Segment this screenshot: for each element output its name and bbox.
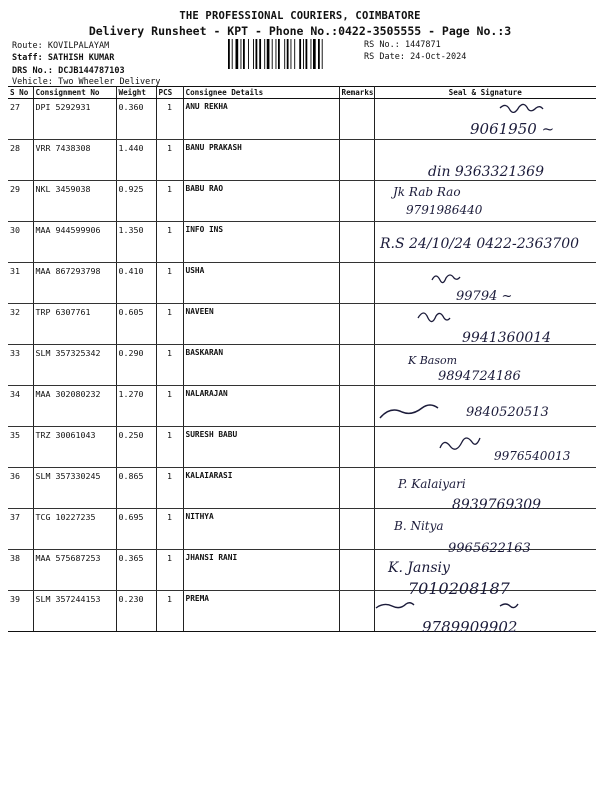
table-row xyxy=(8,427,596,468)
cell-consignment-no: SLM 357325342 xyxy=(33,345,116,386)
col-header-consignment: Consignment No xyxy=(33,87,116,99)
cell-consignee: PREMA xyxy=(183,591,339,632)
cell-sno: 28 xyxy=(8,140,33,181)
cell-remarks xyxy=(339,181,374,222)
cell-consignment-no: NKL 3459038 xyxy=(33,181,116,222)
col-header-weight: Weight xyxy=(116,87,156,99)
cell-signature xyxy=(374,99,596,140)
cell-signature xyxy=(374,263,596,304)
cell-pcs: 1 xyxy=(156,386,183,427)
cell-signature xyxy=(374,591,596,632)
cell-consignment-no: MAA 575687253 xyxy=(33,550,116,591)
cell-weight: 0.250 xyxy=(116,427,156,468)
cell-consignee: BASKARAN xyxy=(183,345,339,386)
cell-consignee: SURESH BABU xyxy=(183,427,339,468)
cell-weight: 0.695 xyxy=(116,509,156,550)
cell-signature xyxy=(374,427,596,468)
route-value: KOVILPALAYAM xyxy=(47,41,110,51)
cell-sno: 29 xyxy=(8,181,33,222)
cell-pcs: 1 xyxy=(156,509,183,550)
drs-label: DRS No.: xyxy=(12,66,53,76)
table-row xyxy=(8,468,596,509)
handwritten-number-27: 9061950 ~ xyxy=(470,120,555,138)
cell-consignment-no: SLM 357244153 xyxy=(33,591,116,632)
handwritten-name-33: K Basom xyxy=(408,354,458,367)
cell-pcs: 1 xyxy=(156,468,183,509)
drs-value: DCJB144787103 xyxy=(58,66,125,76)
table-row xyxy=(8,140,596,181)
cell-consignment-no: DPI 5292931 xyxy=(33,99,116,140)
rs-no-label: RS No.: xyxy=(364,40,400,50)
handwritten-name-36: P. Kalaiyari xyxy=(398,477,466,491)
rs-date-label: RS Date: xyxy=(364,52,405,62)
rs-no-value: 1447871 xyxy=(404,40,441,50)
barcode xyxy=(228,39,356,69)
cell-sno: 36 xyxy=(8,468,33,509)
cell-pcs: 1 xyxy=(156,222,183,263)
handwritten-number-37: 9965622163 xyxy=(448,541,531,556)
table-row xyxy=(8,550,596,591)
rs-date xyxy=(364,52,466,62)
cell-consignee: NALARAJAN xyxy=(183,386,339,427)
handwritten-name-37: B. Nitya xyxy=(394,519,444,533)
cell-sno: 34 xyxy=(8,386,33,427)
cell-consignee: NITHYA xyxy=(183,509,339,550)
cell-pcs: 1 xyxy=(156,591,183,632)
handwritten-number-31: 99794 ~ xyxy=(456,289,513,304)
cell-weight: 1.350 xyxy=(116,222,156,263)
cell-signature xyxy=(374,181,596,222)
col-header-remarks: Remarks xyxy=(339,87,374,99)
cell-consignee: KALAIARASI xyxy=(183,468,339,509)
handwritten-name-38: K. Jansiy xyxy=(388,560,450,576)
handwritten-number-28: din 9363321369 xyxy=(428,164,544,180)
handwritten-number-34: 9840520513 xyxy=(466,405,549,420)
cell-remarks xyxy=(339,509,374,550)
cell-remarks xyxy=(339,222,374,263)
col-header-signature: Seal & Signature xyxy=(374,87,596,99)
cell-sno: 32 xyxy=(8,304,33,345)
cell-remarks xyxy=(339,304,374,345)
cell-weight: 1.270 xyxy=(116,386,156,427)
cell-pcs: 1 xyxy=(156,427,183,468)
cell-consignment-no: MAA 302080232 xyxy=(33,386,116,427)
cell-consignment-no: SLM 357330245 xyxy=(33,468,116,509)
cell-remarks xyxy=(339,468,374,509)
cell-weight: 0.365 xyxy=(116,550,156,591)
handwritten-number-39: 9789909902 xyxy=(422,618,518,636)
cell-weight: 0.605 xyxy=(116,304,156,345)
cell-remarks xyxy=(339,427,374,468)
cell-sno: 27 xyxy=(8,99,33,140)
handwritten-number-38: 7010208187 xyxy=(408,579,510,598)
vehicle-value: Two Wheeler Delivery xyxy=(58,77,161,87)
cell-consignee: ANU REKHA xyxy=(183,99,339,140)
cell-pcs: 1 xyxy=(156,263,183,304)
handwritten-number-33: 9894724186 xyxy=(438,369,521,384)
cell-sno: 37 xyxy=(8,509,33,550)
cell-consignment-no: VRR 7438308 xyxy=(33,140,116,181)
handwritten-number-29: 9791986440 xyxy=(406,203,483,217)
cell-weight: 0.360 xyxy=(116,99,156,140)
table-row xyxy=(8,181,596,222)
staff-label: Staff: xyxy=(12,53,43,63)
cell-signature xyxy=(374,386,596,427)
vehicle-label: Vehicle: xyxy=(12,77,53,87)
table-row xyxy=(8,263,596,304)
cell-pcs: 1 xyxy=(156,99,183,140)
cell-weight: 0.925 xyxy=(116,181,156,222)
cell-sno: 30 xyxy=(8,222,33,263)
cell-signature xyxy=(374,345,596,386)
cell-consignee: JHANSI RANI xyxy=(183,550,339,591)
cell-weight: 0.290 xyxy=(116,345,156,386)
cell-consignee: NAVEEN xyxy=(183,304,339,345)
handwritten-number-32: 9941360014 xyxy=(462,330,552,346)
cell-signature xyxy=(374,304,596,345)
cell-sno: 39 xyxy=(8,591,33,632)
cell-remarks xyxy=(339,263,374,304)
cell-pcs: 1 xyxy=(156,304,183,345)
table-row xyxy=(8,99,596,140)
cell-signature xyxy=(374,140,596,181)
cell-signature xyxy=(374,468,596,509)
cell-weight: 1.440 xyxy=(116,140,156,181)
cell-remarks xyxy=(339,550,374,591)
cell-consignee: USHA xyxy=(183,263,339,304)
cell-signature xyxy=(374,509,596,550)
cell-remarks xyxy=(339,386,374,427)
route-info xyxy=(12,41,109,51)
col-header-consignee: Consignee Details xyxy=(183,87,339,99)
cell-remarks xyxy=(339,140,374,181)
cell-consignment-no: TCG 10227235 xyxy=(33,509,116,550)
company-name: THE PROFESSIONAL COURIERS, COIMBATORE xyxy=(179,10,421,22)
handwritten-number-36: 8939769309 xyxy=(452,497,542,513)
rs-date-value: 24-Oct-2024 xyxy=(410,52,467,62)
staff-info xyxy=(12,53,114,63)
col-header-pcs: PCS xyxy=(156,87,183,99)
drs-info xyxy=(12,66,125,76)
handwritten-number-35: 9976540013 xyxy=(494,449,571,463)
cell-consignee: INFO INS xyxy=(183,222,339,263)
table-row xyxy=(8,591,596,632)
table-row xyxy=(8,386,596,427)
handwritten-name-29: Jk Rab Rao xyxy=(393,185,461,199)
cell-sno: 38 xyxy=(8,550,33,591)
handwritten-text-30: R.S 24/10/24 0422-2363700 xyxy=(380,236,580,252)
cell-sno: 31 xyxy=(8,263,33,304)
table-row xyxy=(8,304,596,345)
cell-sno: 35 xyxy=(8,427,33,468)
cell-signature xyxy=(374,222,596,263)
cell-consignee: BABU RAO xyxy=(183,181,339,222)
cell-consignment-no: TRP 6307761 xyxy=(33,304,116,345)
cell-consignment-no: MAA 867293798 xyxy=(33,263,116,304)
cell-consignee: BANU PRAKASH xyxy=(183,140,339,181)
cell-pcs: 1 xyxy=(156,181,183,222)
cell-remarks xyxy=(339,591,374,632)
rs-number xyxy=(364,40,441,50)
cell-weight: 0.410 xyxy=(116,263,156,304)
cell-consignment-no: TRZ 30061043 xyxy=(33,427,116,468)
table-header-row xyxy=(8,87,596,99)
cell-signature xyxy=(374,550,596,591)
cell-pcs: 1 xyxy=(156,140,183,181)
cell-weight: 0.230 xyxy=(116,591,156,632)
col-header-sno: S No xyxy=(8,87,33,99)
cell-consignment-no: MAA 944599906 xyxy=(33,222,116,263)
runsheet-title: Delivery Runsheet - KPT - Phone No.:0422-3505555 - Page No.:3 xyxy=(88,24,512,38)
cell-pcs: 1 xyxy=(156,550,183,591)
table-row xyxy=(8,222,596,263)
route-label: Route: xyxy=(12,41,43,51)
staff-value: SATHISH KUMAR xyxy=(47,53,115,63)
cell-pcs: 1 xyxy=(156,345,183,386)
cell-remarks xyxy=(339,99,374,140)
table-row xyxy=(8,345,596,386)
cell-remarks xyxy=(339,345,374,386)
runsheet-table xyxy=(8,86,596,632)
cell-sno: 33 xyxy=(8,345,33,386)
table-row xyxy=(8,509,596,550)
cell-weight: 0.865 xyxy=(116,468,156,509)
